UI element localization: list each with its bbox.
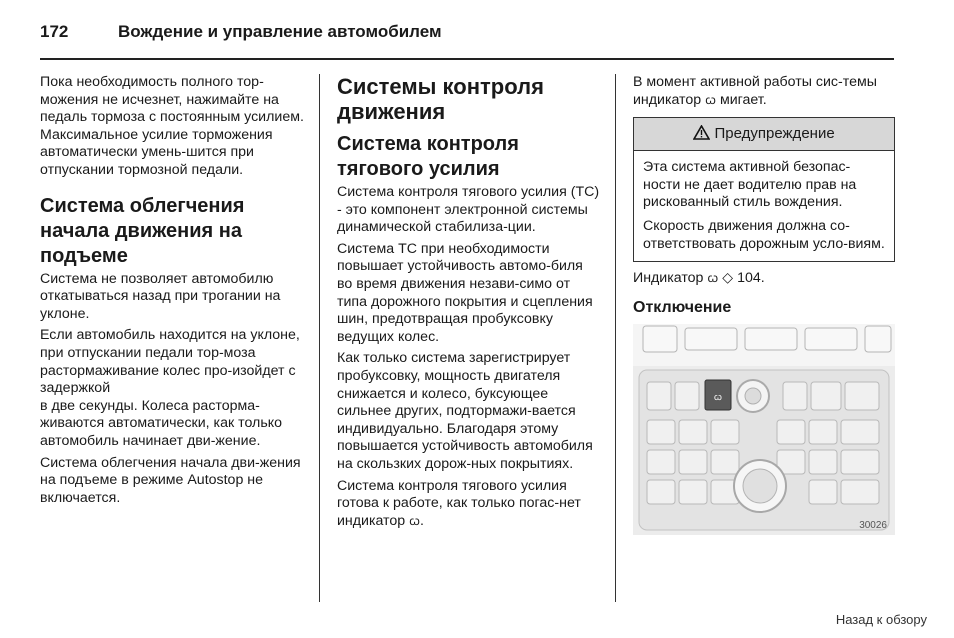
console-photo <box>633 324 895 535</box>
warning-title: Предупреждение <box>714 125 835 143</box>
col1-paragraph-3: Если автомобиль находится на уклоне, при отпускании педали тор-моза растормаживание колес про-изойдет с задержкой <box>40 327 300 397</box>
col3-paragraph-1-text: В момент активной работы сис-темы индикатор <box>633 74 877 108</box>
traction-control-icon: ꞷ <box>409 513 420 528</box>
col2-paragraph-4-text: Система контроля тягового усилия готова к работе, как только погас-нет индикатор <box>337 477 581 529</box>
col1-paragraph-5: Система облегчения начала дви-жения на подъеме в режиме Autostop не включается. <box>40 454 301 506</box>
hill-start-assist-heading: Система облегчения начала движения на подъеме <box>40 194 245 267</box>
indicator-text: Индикатор <box>633 270 704 287</box>
column-divider-right <box>615 74 616 602</box>
warning-paragraph-2: Скорость движения должна со-ответствовать дорожным усло-виям. <box>643 217 885 252</box>
warning-triangle-icon <box>693 125 714 142</box>
warning-box <box>633 117 895 262</box>
column-2 <box>337 74 602 534</box>
column-divider-left <box>319 74 320 602</box>
col2-paragraph-2: Система TC при необходимости повышает устойчивость автомо-биля во время движения незави-симо от типа дорожного покрытия и сцепления шин, предотвращая пробуксовку ведущих колес. <box>337 240 593 345</box>
col2-paragraph-1: Система контроля тягового усилия (TC) - это компонент электронной системы динамической стабилиза-ции. <box>337 184 600 236</box>
column-1 <box>40 74 305 511</box>
warning-header <box>634 118 894 151</box>
page-reference-icon: ◇ <box>722 270 734 287</box>
traction-control-icon: ꞷ <box>705 92 716 107</box>
page-title: Вождение и управление автомобилем <box>118 22 442 41</box>
svg-text:ꞷ: ꞷ <box>713 391 723 402</box>
col2-paragraph-3: Как только система зарегистрирует пробуксовку, мощность двигателя снижается и колесо, буксующее сильнее других, подтормажи-вается индивидуально. Благодаря этому повышается устойчивость автомобиля на скользких дорож-ных покрытиях. <box>337 350 593 472</box>
col1-paragraph-4: в две секунды. Колеса растормa-живаются автоматически, как только автомобиль начинает дви-жение. <box>40 397 282 449</box>
indicator-reference <box>633 270 895 288</box>
col3-paragraph-1-end: мигает. <box>719 91 767 108</box>
warning-paragraph-1: Эта система активной безопас-ности не дает водителю прав на рискованный стиль вождения. <box>643 159 857 211</box>
column-3 <box>633 74 895 535</box>
back-to-overview-link[interactable]: Назад к обзору <box>835 612 927 627</box>
col3-paragraph-1 <box>633 74 895 109</box>
col2-paragraph-4-end: . <box>420 512 424 529</box>
traction-control-icon: ꞷ <box>707 271 719 286</box>
traction-control-heading: Система контроля тягового усилия <box>337 133 519 180</box>
col2-paragraph-4 <box>337 478 602 531</box>
page-number: 172 <box>40 22 69 41</box>
image-code: 30026 <box>859 519 887 531</box>
disable-heading: Отключение <box>633 298 732 316</box>
indicator-page-link[interactable]: 104. <box>737 270 765 287</box>
header-rule <box>40 58 894 60</box>
col1-paragraph-2: Система не позволяет автомобилю откатываться назад при трогании на уклоне. <box>40 270 281 322</box>
col1-paragraph-1: Пока необходимость полного тор-можения не исчезнет, нажимайте на педаль тормоза с постоянным усилием. Максимальное усилие торможения автоматически умень-шится при отпускании тормозной педали. <box>40 74 304 178</box>
traction-systems-heading: Системы контроля движения <box>337 74 544 124</box>
